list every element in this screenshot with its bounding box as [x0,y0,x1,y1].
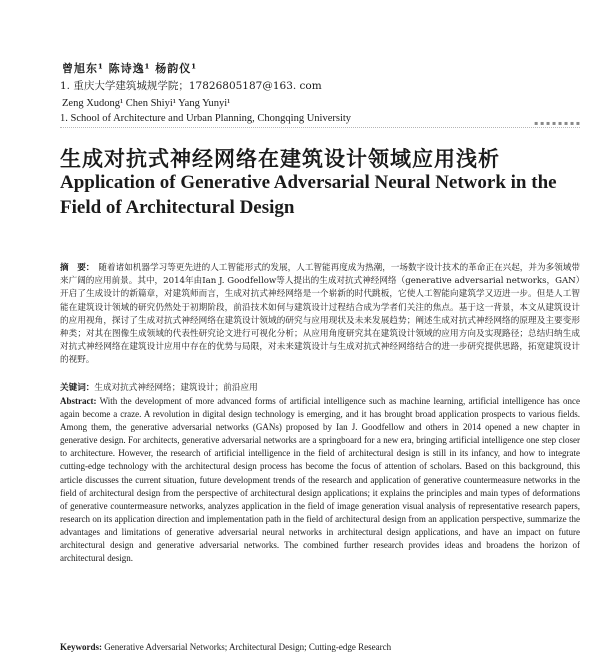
keywords-en [60,641,580,654]
keywords-cn-label: 关键词： [60,383,95,393]
keywords-en-text: Generative Adversarial Networks; Architectural Design; Cutting-edge Research [104,642,392,652]
header-note: ▪ ▪ ▪ ▪ ▪ ▪ ▪ ▪ [534,120,580,127]
title-en: Application of Generative Adversarial Neural Network in the Field of Architectural Design [60,172,557,218]
keywords-en-label: Keywords: [60,642,102,652]
header-divider [60,127,580,128]
abstract-cn-label: 摘 要： [60,263,95,273]
affiliation-en: 1. School of Architecture and Urban Planning, Chongqing University [60,113,352,124]
authors-cn: 曾旭东¹ 陈诗逸¹ 杨韵仪¹ [62,62,198,75]
keywords-cn [60,382,580,395]
affiliation-cn: 1. 重庆大学建筑城规学院；17826805187@163. com [60,80,322,92]
title-cn: 生成对抗式神经网络在建筑设计领域应用浅析 [60,147,500,171]
abstract-cn [60,262,580,368]
abstract-en-text: With the development of more advanced forms of artificial intelligence such as machine learning, artificial intelligence has once again become a craze. A revolution in digital design technology is emerging, and it has brought broad application prospects to various fields. Among them, the generative adversarial networks (GANs) proposed by Ian J. Goodfellow and others in 2014 opened a new chapter in generative design. For architects, generative adversarial networks are a springboard for a new era, bringing artificial intelligence one step closer to architecture. However, the research of artificial intelligence in the field of architectural design is still in its infancy, and how to integrate cutting-edge technology with the architectural design process has become the focus of attention of scholars. Based on this background, this article discusses the current situation, future development trends of the research and application of generative countermeasure networks in the field of architectural design from the perspective of architectural design applications; it explains the principles and main types of deformations of generative countermeasure networks, analyzes application in the field of image generation visual analysis of representative research papers, research on its application direction and implementation path in the field of architectural design from an application perspective, summarize the advantages and limitations of generative adversarial neural networks in architectural design applications, and have an impact on future architectural design and generative adversarial networks. The combined further research provides ideas and broadens the horizon of architectural design. [60,396,580,564]
authors-en: Zeng Xudong¹ Chen Shiyi¹ Yang Yunyi¹ [62,98,231,109]
keywords-cn-text: 生成对抗式神经网络；建筑设计；前沿应用 [94,383,258,393]
abstract-en [60,395,580,565]
abstract-cn-text: 随着诸如机器学习等更先进的人工智能形式的发展，人工智能再度成为热潮，一场数字设计技术的革命正在兴起，并为多领域带来广阔的应用前景。其中，2014年由Ian J. Goodfellow等人提出的生成对抗式神经网络（generative adversarial networks，GAN）开启了生成设计的新篇章，对建筑师而言，生成对抗式神经网络是一个崭新的时代跳板，它使人工智能向建筑学又迈进一步。但是人工智能在建筑设计领域的研究仍然处于初期阶段，前沿技术如何与建筑设计过程结合成为学者们关注的焦点。基于这一背景，本文从建筑设计的应用视角，探讨了生成对抗式神经网络在建筑设计领域的研究与应用现状及未来发展趋势；阐述生成对抗式神经网络的原理及主要变形种类；对其在图像生成领域的代表性研究论文进行可视化分析；从应用角度研究其在建筑设计领域的应用方向及实现路径；总结归纳生成对抗式神经网络在建筑设计应用中存在的优势与局限，对未来建筑设计与生成对抗式神经网络结合的进一步研究提供思路，拓宽建筑设计的视野。 [60,263,580,366]
abstract-en-label: Abstract: [60,396,97,406]
